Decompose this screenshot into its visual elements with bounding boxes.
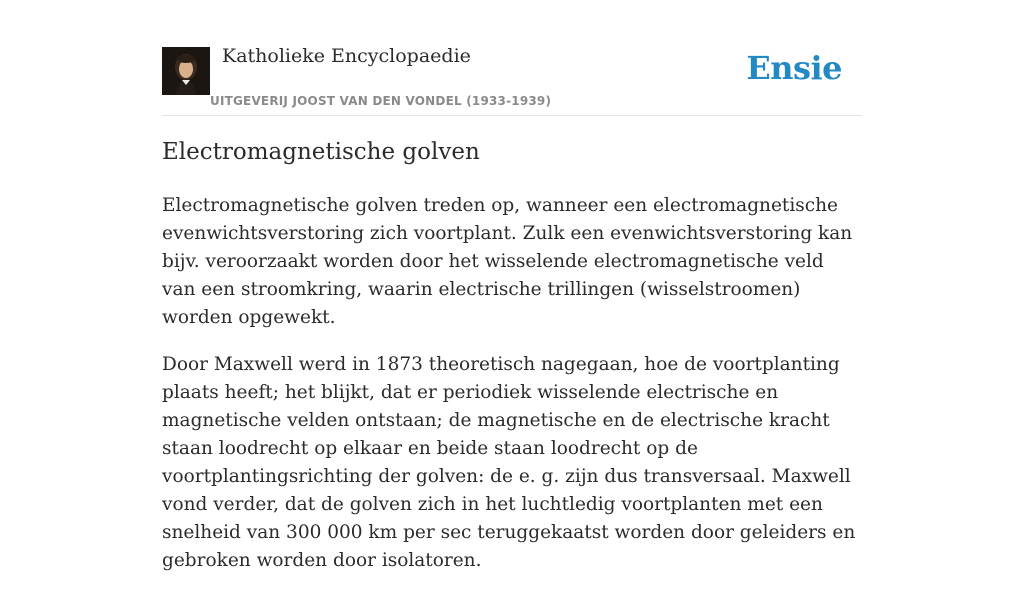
article-title: Electromagnetische golven xyxy=(162,139,480,165)
source-avatar-icon[interactable] xyxy=(162,47,210,95)
paragraph: Electromagnetische golven treden op, wanneer een electromagnetische evenwichtsverstoring zich voortplant. Zulk een evenwichtsverstoring kan bijv. veroorzaakt worden door het wisselende electromagnetische veld van een stroomkring, waarin electrische trillingen (wisselstroomen) worden opgewekt. xyxy=(162,195,853,328)
article-body xyxy=(162,192,862,594)
paragraph: Door Maxwell werd in 1873 theoretisch nagegaan, hoe de voortplanting plaats heeft; het blijkt, dat er periodiek wisselende electrische en magnetische velden ontstaan; de magnetische en de electrische kracht staan loodrecht op elkaar en beide staan loodrecht op de voortplantingsrichting der golven: de e. g. zijn dus transversaal. Maxwell vond verder, dat de golven zich in het luchtledig voortplanten met een snelheid van 300 000 km per sec teruggekaatst worden door geleiders en gebroken worden door isolatoren. xyxy=(162,354,856,571)
portrait-avatar-icon xyxy=(162,47,210,95)
source-name[interactable]: Katholieke Encyclopaedie xyxy=(222,45,471,67)
header xyxy=(162,0,862,116)
publisher-label: UITGEVERIJ JOOST VAN DEN VONDEL (1933-1939) xyxy=(210,94,552,108)
brand-logo[interactable]: Ensie xyxy=(746,49,842,87)
page xyxy=(162,0,862,571)
